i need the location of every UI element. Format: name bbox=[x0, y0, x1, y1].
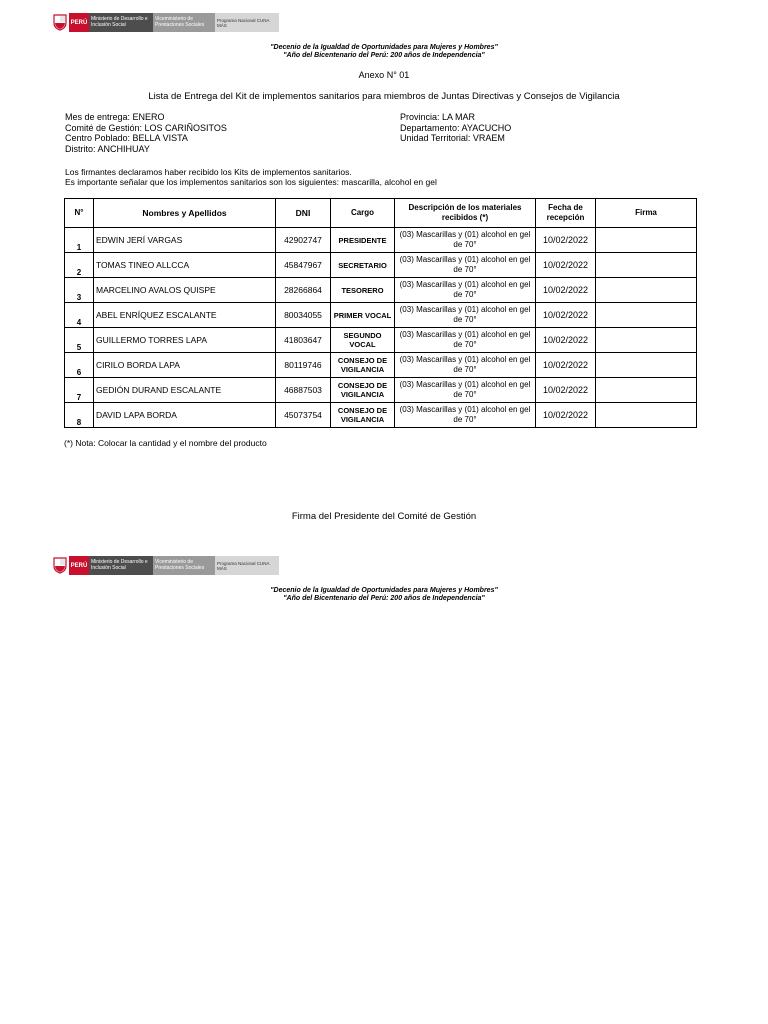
coat-of-arms-icon bbox=[52, 556, 68, 575]
centro-poblado: Centro Poblado: BELLA VISTA bbox=[65, 133, 188, 143]
mes-entrega: Mes de entrega: ENERO bbox=[65, 112, 165, 122]
cell-nombre: EDWIN JERÍ VARGAS bbox=[94, 228, 276, 253]
table-row bbox=[65, 278, 697, 303]
cell-descripcion: (03) Mascarillas y (01) alcohol en gel de 70° bbox=[395, 403, 536, 428]
cell-num: 4 bbox=[65, 303, 94, 328]
cell-descripcion: (03) Mascarillas y (01) alcohol en gel de 70° bbox=[395, 353, 536, 378]
cell-num: 2 bbox=[65, 253, 94, 278]
provincia: Provincia: LA MAR bbox=[400, 112, 476, 122]
cell-dni: 45847967 bbox=[276, 253, 331, 278]
cell-firma[interactable] bbox=[596, 328, 697, 353]
header-descripcion: Descripción de los materiales recibidos (*) bbox=[395, 199, 536, 228]
header-firma: Firma bbox=[596, 199, 697, 228]
declaration-line-2: Es importante señalar que los implementos sanitarios son los siguientes: mascarilla, alcohol en gel bbox=[65, 177, 437, 187]
table-header-row bbox=[65, 199, 697, 228]
header-fecha: Fecha de recepción bbox=[536, 199, 596, 228]
document-title: Lista de Entrega del Kit de implementos sanitarios para miembros de Juntas Directivas y Consejos de Vigilancia bbox=[148, 91, 620, 102]
cell-cargo: SECRETARIO bbox=[331, 253, 395, 278]
table-row bbox=[65, 353, 697, 378]
cell-fecha: 10/02/2022 bbox=[536, 403, 596, 428]
cell-dni: 46887503 bbox=[276, 378, 331, 403]
cell-descripcion: (03) Mascarillas y (01) alcohol en gel de 70° bbox=[395, 228, 536, 253]
cell-num: 5 bbox=[65, 328, 94, 353]
cell-fecha: 10/02/2022 bbox=[536, 353, 596, 378]
declaration-line-1: Los firmantes declaramos haber recibido los Kits de implementos sanitarios. bbox=[65, 167, 352, 177]
programa-label: Programa Nacional CUNA MÁS bbox=[215, 13, 279, 32]
ministerio-label: Ministerio de Desarrollo e Inclusión Social bbox=[89, 556, 153, 575]
cell-dni: 41803647 bbox=[276, 328, 331, 353]
table-row bbox=[65, 228, 697, 253]
cell-dni: 80034055 bbox=[276, 303, 331, 328]
cell-num: 8 bbox=[65, 403, 94, 428]
cell-cargo: TESORERO bbox=[331, 278, 395, 303]
cell-dni: 45073754 bbox=[276, 403, 331, 428]
cell-cargo: SEGUNDO VOCAL bbox=[331, 328, 395, 353]
table-row bbox=[65, 378, 697, 403]
anexo-title: Anexo N° 01 bbox=[358, 70, 410, 80]
cell-nombre: MARCELINO AVALOS QUISPE bbox=[94, 278, 276, 303]
info-right bbox=[400, 112, 511, 144]
cell-dni: 28266864 bbox=[276, 278, 331, 303]
cell-descripcion: (03) Mascarillas y (01) alcohol en gel de 70° bbox=[395, 328, 536, 353]
decenio-line-2: "Año del Bicentenario del Perú: 200 años de Independencia" bbox=[283, 595, 485, 602]
cell-num: 3 bbox=[65, 278, 94, 303]
peru-label: PERÚ bbox=[69, 556, 89, 575]
cell-nombre: ABEL ENRÍQUEZ ESCALANTE bbox=[94, 303, 276, 328]
cell-firma[interactable] bbox=[596, 303, 697, 328]
cell-cargo: CONSEJO DE VIGILANCIA bbox=[331, 403, 395, 428]
viceministerio-label: Viceministerio de Prestaciones Sociales bbox=[153, 556, 215, 575]
declaration-note bbox=[65, 167, 437, 187]
cell-descripcion: (03) Mascarillas y (01) alcohol en gel de 70° bbox=[395, 253, 536, 278]
header-dni: DNI bbox=[276, 199, 331, 228]
cell-nombre: GEDIÓN DURAND ESCALANTE bbox=[94, 378, 276, 403]
cell-descripcion: (03) Mascarillas y (01) alcohol en gel de 70° bbox=[395, 303, 536, 328]
header-nombre: Nombres y Apellidos bbox=[94, 199, 276, 228]
cell-fecha: 10/02/2022 bbox=[536, 253, 596, 278]
cell-num: 6 bbox=[65, 353, 94, 378]
decenio-line-2: "Año del Bicentenario del Perú: 200 años de Independencia" bbox=[283, 52, 485, 59]
cell-fecha: 10/02/2022 bbox=[536, 378, 596, 403]
ministerio-label: Ministerio de Desarrollo e Inclusión Social bbox=[89, 13, 153, 32]
president-signature-label: Firma del Presidente del Comité de Gestión bbox=[291, 511, 477, 522]
cell-firma[interactable] bbox=[596, 253, 697, 278]
cell-firma[interactable] bbox=[596, 378, 697, 403]
cell-nombre: DAVID LAPA BORDA bbox=[94, 403, 276, 428]
programa-label: Programa Nacional CUNA MÁS bbox=[215, 556, 279, 575]
cell-firma[interactable] bbox=[596, 403, 697, 428]
table-row bbox=[65, 403, 697, 428]
footnote: (*) Nota: Colocar la cantidad y el nombre del producto bbox=[64, 438, 267, 448]
cell-cargo: PRIMER VOCAL bbox=[331, 303, 395, 328]
cell-firma[interactable] bbox=[596, 353, 697, 378]
cell-fecha: 10/02/2022 bbox=[536, 228, 596, 253]
table-row bbox=[65, 303, 697, 328]
cell-descripcion: (03) Mascarillas y (01) alcohol en gel de 70° bbox=[395, 378, 536, 403]
decenio-line-1: "Decenio de la Igualdad de Oportunidades para Mujeres y Hombres" bbox=[270, 44, 498, 51]
cell-firma[interactable] bbox=[596, 228, 697, 253]
header-num: N° bbox=[65, 199, 94, 228]
kit-delivery-table bbox=[64, 198, 697, 428]
departamento: Departamento: AYACUCHO bbox=[400, 122, 512, 133]
cell-num: 7 bbox=[65, 378, 94, 403]
decenio-line-1: "Decenio de la Igualdad de Oportunidades para Mujeres y Hombres" bbox=[270, 587, 498, 594]
cell-cargo: PRESIDENTE bbox=[331, 228, 395, 253]
decenio-header bbox=[0, 44, 768, 60]
cell-num: 1 bbox=[65, 228, 94, 253]
coat-of-arms-icon bbox=[52, 13, 68, 32]
cell-fecha: 10/02/2022 bbox=[536, 303, 596, 328]
decenio-footer bbox=[0, 587, 768, 603]
distrito: Distrito: ANCHIHUAY bbox=[65, 143, 150, 154]
cell-descripcion: (03) Mascarillas y (01) alcohol en gel de 70° bbox=[395, 278, 536, 303]
cell-cargo: CONSEJO DE VIGILANCIA bbox=[331, 353, 395, 378]
cell-fecha: 10/02/2022 bbox=[536, 328, 596, 353]
peru-label: PERÚ bbox=[69, 13, 89, 32]
cell-nombre: TOMAS TINEO ALLCCA bbox=[94, 253, 276, 278]
cell-nombre: GUILLERMO TORRES LAPA bbox=[94, 328, 276, 353]
footer-logo-bar bbox=[52, 556, 279, 575]
comite-gestion: Comité de Gestión: LOS CARIÑOSITOS bbox=[65, 122, 227, 133]
cell-nombre: CIRILO BORDA LAPA bbox=[94, 353, 276, 378]
unidad-territorial: Unidad Territorial: VRAEM bbox=[400, 133, 505, 143]
viceministerio-label: Viceministerio de Prestaciones Sociales bbox=[153, 13, 215, 32]
cell-dni: 42902747 bbox=[276, 228, 331, 253]
cell-cargo: CONSEJO DE VIGILANCIA bbox=[331, 378, 395, 403]
table-row bbox=[65, 328, 697, 353]
table-row bbox=[65, 253, 697, 278]
header-cargo: Cargo bbox=[331, 199, 395, 228]
header-logo-bar bbox=[52, 13, 279, 32]
cell-firma[interactable] bbox=[596, 278, 697, 303]
info-left bbox=[65, 112, 227, 154]
cell-fecha: 10/02/2022 bbox=[536, 278, 596, 303]
cell-dni: 80119746 bbox=[276, 353, 331, 378]
